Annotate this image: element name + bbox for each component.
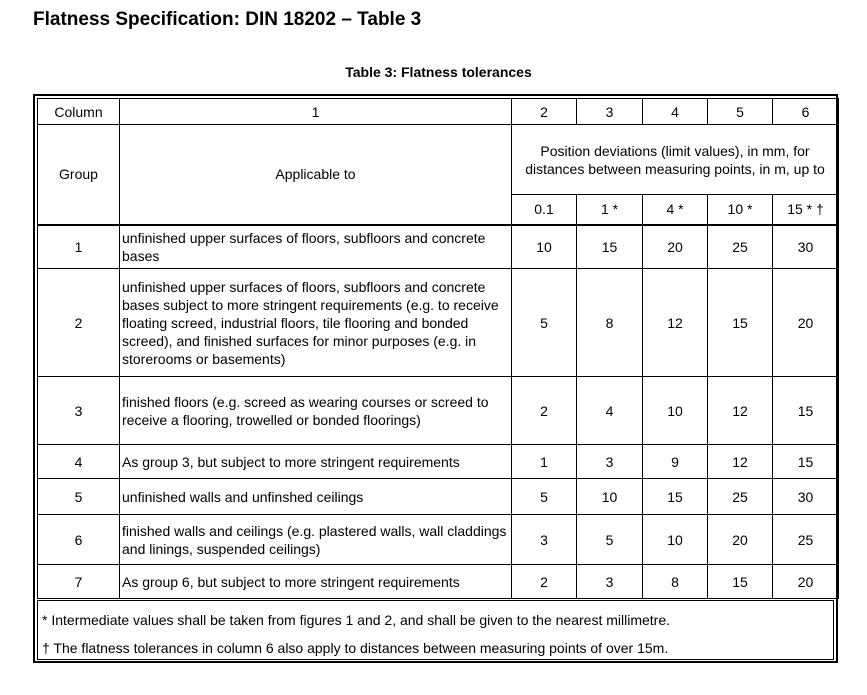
applicable-cell: unfinished upper surfaces of floors, subfloors and concrete bases bbox=[120, 225, 512, 269]
applicable-cell: unfinished upper surfaces of floors, subfloors and concrete bases subject to more stringent requirements (e.g. to receive floating screed, industrial floors, tile flooring and bonded screed), and finished surfaces for minor purposes (e.g. in storerooms or basements) bbox=[120, 269, 512, 377]
column-number: 4 bbox=[643, 99, 708, 125]
value-cell: 20 bbox=[643, 225, 708, 269]
value-cell: 15 bbox=[773, 445, 839, 479]
value-cell: 25 bbox=[773, 515, 839, 565]
value-cell: 15 bbox=[643, 479, 708, 515]
group-cell: 4 bbox=[38, 445, 120, 479]
value-cell: 8 bbox=[643, 565, 708, 599]
header-row bbox=[38, 125, 839, 195]
column-number: 1 bbox=[120, 99, 512, 125]
group-cell: 1 bbox=[38, 225, 120, 269]
applicable-cell: unfinished walls and unfinshed ceilings bbox=[120, 479, 512, 515]
group-cell: 5 bbox=[38, 479, 120, 515]
value-cell: 4 bbox=[577, 377, 643, 445]
value-cell: 2 bbox=[512, 377, 577, 445]
distance-header: 1 * bbox=[577, 195, 643, 225]
value-cell: 15 bbox=[773, 377, 839, 445]
value-cell: 10 bbox=[643, 515, 708, 565]
value-cell: 3 bbox=[577, 565, 643, 599]
value-cell: 30 bbox=[773, 225, 839, 269]
distance-header: 10 * bbox=[708, 195, 773, 225]
applicable-cell: finished walls and ceilings (e.g. plastered walls, wall claddings and linings, suspended ceilings) bbox=[120, 515, 512, 565]
table-row bbox=[38, 269, 839, 377]
column-label: Column bbox=[38, 99, 120, 125]
table-row bbox=[38, 515, 839, 565]
value-cell: 5 bbox=[512, 269, 577, 377]
value-cell: 8 bbox=[577, 269, 643, 377]
column-number-row bbox=[38, 99, 839, 125]
applicable-cell: As group 3, but subject to more stringent requirements bbox=[120, 445, 512, 479]
value-cell: 25 bbox=[708, 225, 773, 269]
value-cell: 3 bbox=[512, 515, 577, 565]
value-cell: 3 bbox=[577, 445, 643, 479]
flatness-table bbox=[37, 98, 839, 599]
table-caption: Table 3: Flatness tolerances bbox=[345, 64, 532, 80]
value-cell: 12 bbox=[643, 269, 708, 377]
column-number: 2 bbox=[512, 99, 577, 125]
table-row bbox=[38, 565, 839, 599]
value-cell: 1 bbox=[512, 445, 577, 479]
distance-header: 15 * † bbox=[773, 195, 839, 225]
table-row bbox=[38, 225, 839, 269]
value-cell: 20 bbox=[708, 515, 773, 565]
value-cell: 12 bbox=[708, 445, 773, 479]
value-cell: 30 bbox=[773, 479, 839, 515]
value-cell: 20 bbox=[773, 269, 839, 377]
value-cell: 20 bbox=[773, 565, 839, 599]
value-cell: 10 bbox=[643, 377, 708, 445]
column-number: 6 bbox=[773, 99, 839, 125]
value-cell: 5 bbox=[577, 515, 643, 565]
footnote-dagger: † The flatness tolerances in column 6 also apply to distances between measuring points of over 15m. bbox=[42, 640, 669, 656]
value-cell: 2 bbox=[512, 565, 577, 599]
value-cell: 9 bbox=[643, 445, 708, 479]
footnote-box bbox=[37, 600, 834, 660]
value-cell: 10 bbox=[512, 225, 577, 269]
distance-header: 0.1 bbox=[512, 195, 577, 225]
value-cell: 15 bbox=[708, 269, 773, 377]
document-title: Flatness Specification: DIN 18202 – Table 3 bbox=[33, 9, 422, 30]
column-number: 3 bbox=[577, 99, 643, 125]
table-row bbox=[38, 445, 839, 479]
applicable-header: Applicable to bbox=[120, 125, 512, 225]
deviation-header: Position deviations (limit values), in mm, for distances between measuring points, in m, up to bbox=[512, 125, 839, 195]
value-cell: 25 bbox=[708, 479, 773, 515]
group-cell: 3 bbox=[38, 377, 120, 445]
value-cell: 12 bbox=[708, 377, 773, 445]
value-cell: 15 bbox=[708, 565, 773, 599]
column-number: 5 bbox=[708, 99, 773, 125]
group-header: Group bbox=[38, 125, 120, 225]
table-row bbox=[38, 377, 839, 445]
group-cell: 6 bbox=[38, 515, 120, 565]
applicable-cell: As group 6, but subject to more stringent requirements bbox=[120, 565, 512, 599]
value-cell: 10 bbox=[577, 479, 643, 515]
table-row bbox=[38, 479, 839, 515]
footnote-asterisk: * Intermediate values shall be taken from figures 1 and 2, and shall be given to the nearest millimetre. bbox=[42, 612, 671, 628]
group-cell: 7 bbox=[38, 565, 120, 599]
applicable-cell: finished floors (e.g. screed as wearing courses or screed to receive a flooring, trowelled or bonded floorings) bbox=[120, 377, 512, 445]
distance-header: 4 * bbox=[643, 195, 708, 225]
value-cell: 15 bbox=[577, 225, 643, 269]
value-cell: 5 bbox=[512, 479, 577, 515]
group-cell: 2 bbox=[38, 269, 120, 377]
